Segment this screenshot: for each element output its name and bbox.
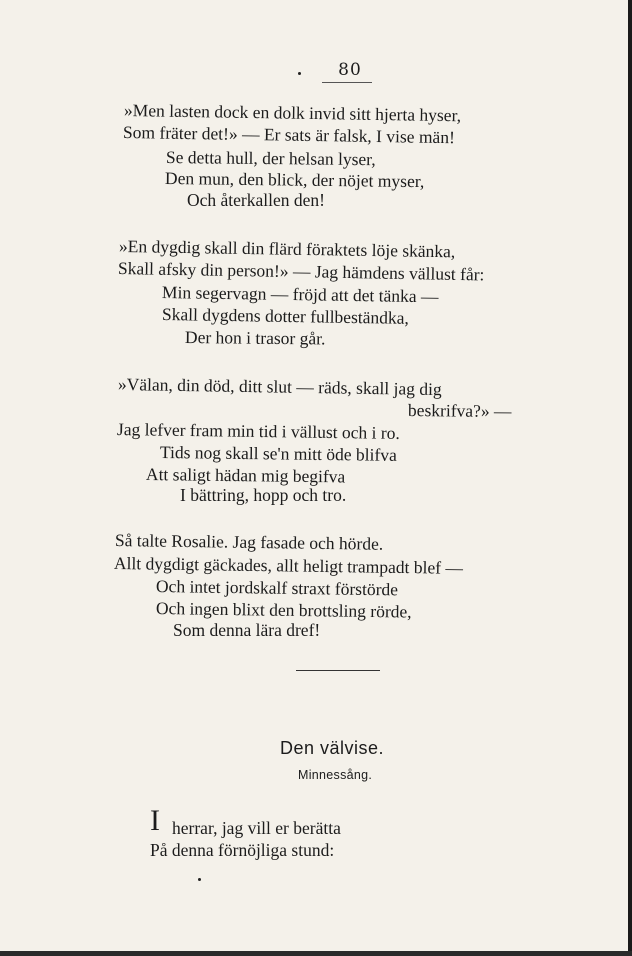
page-number: 80 xyxy=(338,60,362,80)
verse-line: Och ingen blixt den brottsling rörde, xyxy=(155,598,412,622)
verse-line: Allt dygdigt gäckades, allt heligt trampadt blef — xyxy=(113,553,464,578)
verse-line: Så talte Rosalie. Jag fasade och hörde. xyxy=(114,530,384,554)
verse-line: Der hon i trasor går. xyxy=(184,327,326,349)
verse-line: Den mun, den blick, der nöjet myser, xyxy=(164,168,425,192)
verse-line: Att saligt hädan mig begifva xyxy=(145,464,346,487)
page-number-rule xyxy=(322,82,372,83)
verse-line: Och intet jordskalf straxt förstörde xyxy=(155,576,399,600)
verse-line: herrar, jag vill er berätta xyxy=(172,818,341,838)
verse-line: »Men lasten dock en dolk invid sitt hjerta hyser, xyxy=(123,100,462,126)
verse-line: »En dygdig skall din flärd föraktets löje skänka, xyxy=(118,236,456,262)
verse-line: Min segervagn — fröjd att det tänka — xyxy=(161,282,439,307)
verse-line: Tids nog skall se'n mitt öde blifva xyxy=(159,442,397,465)
verse-line: Skall afsky din person!» — Jag hämdens vällust får: xyxy=(117,258,485,285)
ink-speck xyxy=(198,878,201,881)
page-edge-right xyxy=(628,0,632,956)
verse-line: Jag lefver fram min tid i vällust och i ro. xyxy=(116,419,400,443)
ink-speck xyxy=(298,72,301,75)
verse-line: Se detta hull, der helsan lyser, xyxy=(165,147,376,170)
verse-line: Skall dygdens dotter fullbeständka, xyxy=(161,304,410,328)
poem-title: Den välvise. xyxy=(280,738,385,758)
verse-line: På denna förnöjliga stund: xyxy=(150,840,335,860)
verse-line: »Välan, din död, ditt slut — räds, skall jag dig xyxy=(117,374,442,400)
page-edge-bottom xyxy=(0,951,632,956)
verse-line: I bättring, hopp och tro. xyxy=(180,485,347,505)
drop-cap: I xyxy=(150,804,160,837)
verse-line: beskrifva?» — xyxy=(407,400,512,422)
verse-line: Som denna lära dref! xyxy=(173,620,321,640)
poem-subtitle: Minnessång. xyxy=(298,768,373,782)
verse-line: Och återkallen den! xyxy=(187,190,325,210)
section-divider xyxy=(296,670,380,671)
verse-line: Som fräter det!» — Er sats är falsk, I vise män! xyxy=(122,122,456,148)
